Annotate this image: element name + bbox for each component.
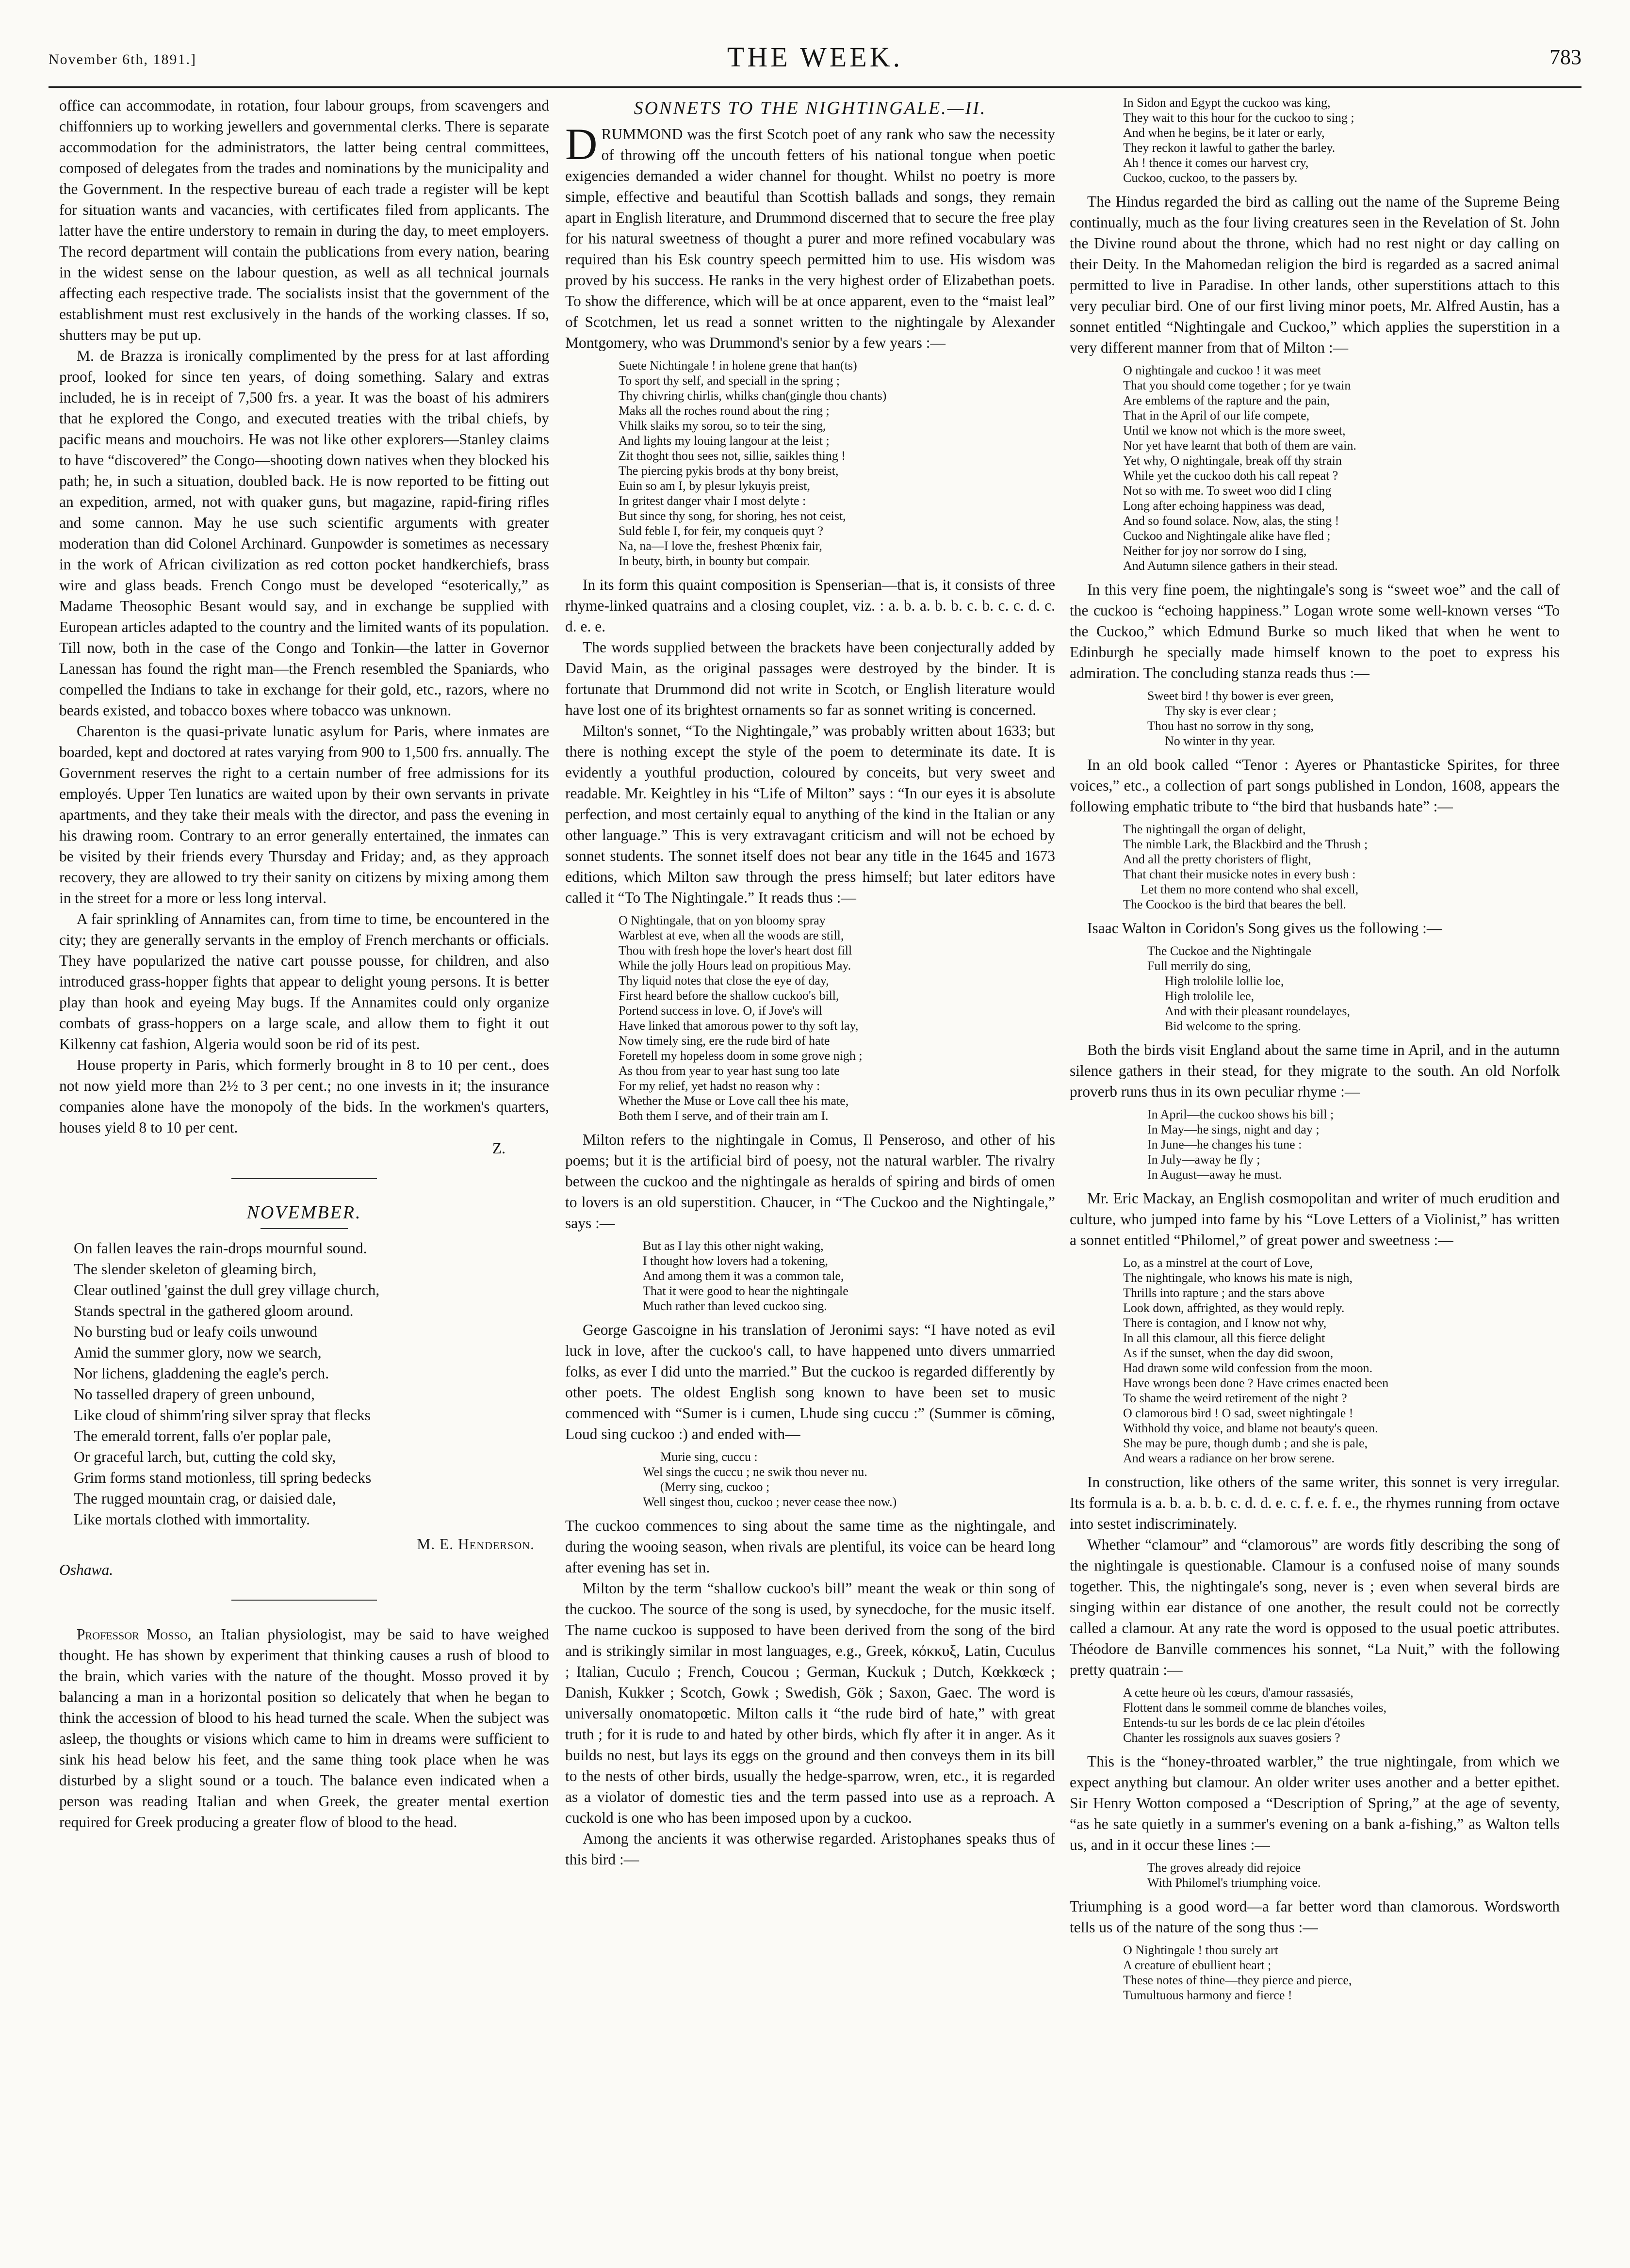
verse-line: High trololile lee,	[1165, 989, 1255, 1003]
verse-line: Neither for joy nor sorrow do I sing,	[1123, 544, 1307, 558]
verse-line: Thou with fresh hope the lover's heart dost fill	[619, 943, 852, 957]
quoted-verse	[1123, 822, 1560, 912]
verse-line: And all the pretty choristers of flight,	[1123, 852, 1311, 866]
verse-line: That chant their musicke notes in every bush :	[1123, 867, 1356, 881]
verse-line: Had drawn some wild confession from the moon.	[1123, 1361, 1373, 1375]
page-number: 783	[1549, 45, 1581, 69]
paragraph: Both the birds visit England about the same time in April, and in the autumn silence gathers in their stead, for they migrate to the south. An old Norfolk proverb runs thus in its own peculiar rhyme :—	[1070, 1041, 1560, 1100]
verse-line: There is contagion, and I know not why,	[1123, 1316, 1327, 1330]
verse-line: Portend success in love. O, if Jove's will	[619, 1004, 822, 1018]
verse-line: And so found solace. Now, alas, the sting !	[1123, 514, 1339, 528]
verse-line: Have wrongs been done ? Have crimes enacted been	[1123, 1376, 1389, 1390]
poem-line: Stands spectral in the gathered gloom around.	[74, 1302, 354, 1319]
verse-line: Wel sings the cuccu ; ne swik thou never nu.	[643, 1465, 867, 1479]
verse-line: While yet the cuckoo doth his call repeat ?	[1123, 469, 1338, 483]
verse-line: Euin so am I, by plesur lykuyis preist,	[619, 479, 811, 493]
verse-line: In beuty, birth, in bounty but compair.	[619, 554, 810, 568]
quoted-verse	[1147, 688, 1560, 748]
verse-line: Both them I serve, and of their train am I.	[619, 1109, 829, 1123]
verse-line: Now timely sing, ere the rude bird of hate	[619, 1034, 830, 1048]
verse-line: Well singest thou, cuckoo ; never cease thee now.)	[643, 1495, 897, 1509]
poem-line: Like cloud of shimm'ring silver spray that flecks	[74, 1407, 371, 1424]
verse-line: The Coockoo is the bird that beares the bell.	[1123, 897, 1346, 911]
paragraph: In construction, like others of the same writer, this sonnet is very irregular. Its formula is a. b. a. b. b. c. d. d. e. c. f. e. f. e., the rhymes running from octave into sestet indiscriminately.	[1070, 1474, 1560, 1532]
verse-line: Withhold thy voice, and blame not beauty's queen.	[1123, 1421, 1378, 1435]
verse-line: Not so with me. To sweet woo did I cling	[1123, 484, 1332, 498]
verse-line: Thy liquid notes that close the eye of day,	[619, 973, 829, 988]
verse-line: No winter in thy year.	[1165, 734, 1275, 748]
verse-line: To shame the weird retirement of the night ?	[1123, 1391, 1347, 1405]
poem-line: No bursting bud or leafy coils unwound	[74, 1323, 318, 1340]
paragraph: A fair sprinkling of Annamites can, from time to time, be encountered in the city; they are generally servants in the employ of French merchants or officials. They have popularized the native cart pousse pousse, for children, and also introduced grass-hopper fights that appear to delight young persons. It is better play than hook and eyeing May bugs. If the Annamites could only organize combats of grass-hoppers on a large scale, and allow them to fight it out Kilkenny cat fashion, Algeria would soon be rid of its pest.	[59, 910, 549, 1053]
verse-line: As if the sunset, when the day did swoon,	[1123, 1346, 1334, 1360]
verse-line: Foretell my hopeless doom in some grove nigh ;	[619, 1049, 863, 1063]
verse-line: The groves already did rejoice	[1147, 1861, 1301, 1875]
verse-line: These notes of thine—they pierce and pierce,	[1123, 1973, 1352, 1987]
lead-words: Professor Mosso,	[77, 1626, 192, 1643]
verse-line: Flottent dans le sommeil comme de blanches voiles,	[1123, 1701, 1387, 1715]
verse-line: The Cuckoe and the Nightingale	[1147, 944, 1311, 958]
verse-line: Much rather than leved cuckoo sing.	[643, 1299, 827, 1313]
verse-line: Na, na—I love the, freshest Phœnix fair,	[619, 539, 822, 553]
verse-line: Suete Nichtingale ! in holene grene that han(ts)	[619, 358, 857, 373]
verse-line: Sweet bird ! thy bower is ever green,	[1147, 689, 1334, 703]
verse-line: In June—he changes his tune :	[1147, 1137, 1302, 1151]
publication-title: THE WEEK.	[727, 41, 903, 73]
verse-line: Let them no more contend who shal excell,	[1141, 882, 1359, 896]
verse-line: Ah ! thence it comes our harvest cry,	[1123, 156, 1309, 170]
article-title: SONNETS TO THE NIGHTINGALE.—II.	[634, 98, 987, 118]
quoted-verse	[1123, 1685, 1560, 1745]
title-rule	[261, 1228, 348, 1229]
article-signature: Z.	[492, 1140, 505, 1157]
verse-line: Cuckoo, cuckoo, to the passers by.	[1123, 171, 1298, 185]
verse-line: And with their pleasant roundelayes,	[1165, 1004, 1350, 1018]
verse-line: Warblest at eve, when all the woods are still,	[619, 928, 844, 942]
verse-line: The piercing pykis brods at thy bony breist,	[619, 464, 839, 478]
quoted-verse	[643, 1449, 1055, 1509]
poem-line: Clear outlined 'gainst the dull grey village church,	[74, 1281, 380, 1298]
header-rule	[49, 86, 1581, 88]
verse-line: They wait to this hour for the cuckoo to sing ;	[1123, 111, 1354, 125]
drop-cap: D	[565, 119, 598, 169]
paragraph: M. de Brazza is ironically complimented by the press for at last affording proof, looked for since ten years, of doing something. Salary and extras included, he is in receipt of 7,500 frs. a year. It was the boast of his admirers that he explored the Congo, and executed treaties with the tribal chiefs, by pacific means and mouchoirs. He was not like other explorers—Stanley claims to have “discovered” the Congo—shooting down natives when they blocked his path; he, in such a situation, doubled back. He is now reported to be fitting out an expedition, armed, not with quaker guns, but magazine, rapid-firing rifles and some cannon. May he use such scientific arguments with greater moderation than did Colonel Archinard. Gunpowder is sometimes as necessary in the work of African civilization as red cotton pocket handkerchiefs, brass wire and glass beads. French Congo must be developed “esoterically,” as Madame Theosophic Besant would say, and in exchange be supplied with European articles adapted to the country and the limited wants of its population. Till now, both in the case of the Congo and Tonkin—the latter in Governor Lanessan has found the right man—the French resembled the Spaniards, who compelled the Indians to take in exchange for their gold, etc., razors, where no beards existed, and tobacco boxes where tobacco was unknown.	[59, 347, 549, 719]
verse-line: Bid welcome to the spring.	[1165, 1019, 1301, 1033]
verse-line: Long after echoing happiness was dead,	[1123, 499, 1325, 513]
quoted-verse	[619, 358, 1055, 568]
column-middle	[565, 95, 1055, 1870]
verse-line: Entends-tu sur les bords de ce lac plein d'étoiles	[1123, 1716, 1365, 1730]
verse-line: In April—the cuckoo shows his bill ;	[1147, 1107, 1334, 1121]
verse-line: For my relief, yet hadst no reason why :	[619, 1079, 820, 1093]
quoted-verse	[1123, 363, 1560, 573]
paragraph: The Hindus regarded the bird as calling out the name of the Supreme Being continually, much as the four living creatures seen in the Revelation of St. John the Divine round about the throne, which had no rest night or day calling on their Deity. In the Mahomedan religion the bird is regarded as a sacred animal permitted to live in Paradise. In other lands, other superstitions attach to this very peculiar bird. One of our first living minor poets, Mr. Alfred Austin, has a sonnet entitled “Nightingale and Cuckoo,” which applies the superstition in a very different manner from that of Milton :—	[1070, 193, 1560, 356]
poem-november	[74, 1238, 549, 1530]
verse-line: But as I lay this other night waking,	[643, 1239, 824, 1253]
verse-line: Until we know not which is the more sweet,	[1123, 423, 1346, 437]
verse-line: Thrills into rapture ; and the stars above	[1123, 1286, 1325, 1300]
verse-line: To sport thy self, and speciall in the spring ;	[619, 373, 840, 388]
paragraph: Among the ancients it was otherwise regarded. Aristophanes speaks thus of this bird :—	[565, 1830, 1055, 1868]
paragraph: Triumphing is a good word—a far better word than clamorous. Wordsworth tells us of the nature of the song thus :—	[1070, 1898, 1560, 1936]
poem-line: The slender skeleton of gleaming birch,	[74, 1261, 317, 1278]
paragraph-text: RUMMOND was the first Scotch poet of any rank who saw the necessity of throwing off the uncouth fetters of his national tongue when poetic exigencies demanded a wider channel for thought. Whilst no poetry is more simple, effective and beautiful than Scottish ballads and songs, they remain apart in English literature, and Drummond discerned that to secure the free play for his natural sweetness of thought a purer and more refined vocabulary was required than his Esk country speech permitted him to use. His wisdom was proved by his success. He ranks in the very highest order of Elizabethan poets. To show the difference, which will be at once apparent, even to the “maist leal” of Scotchmen, let us read a sonnet written to the nightingale by Alexander Montgomery, who was Drummond's senior by a few years :—	[565, 126, 1055, 351]
poem-line: No tasselled drapery of green unbound,	[74, 1386, 315, 1403]
verse-line: Suld feble I, for feir, my conqueis quyt ?	[619, 524, 824, 538]
quoted-verse	[643, 1238, 1055, 1313]
verse-line: The nimble Lark, the Blackbird and the Thrush ;	[1123, 837, 1368, 851]
poem-line: Like mortals clothed with immortality.	[74, 1511, 310, 1528]
paragraph: In this very fine poem, the nightingale's song is “sweet woe” and the call of the cuckoo is “echoing happiness.” Logan wrote some well-known verses “To the Cuckoo,” which Edmund Burke so much liked that when he went to Edinburgh he specially made himself known to the poet to express his admiration. The concluding stanza reads thus :—	[1070, 581, 1560, 681]
verse-line: O Nightingale, that on yon bloomy spray	[619, 913, 826, 927]
section-divider	[231, 1178, 377, 1179]
verse-line: First heard before the shallow cuckoo's bill,	[619, 988, 839, 1003]
verse-line: Vhilk slaiks my sorou, so to teir the sing,	[619, 419, 826, 433]
verse-line: The nightingale, who knows his mate is nigh,	[1123, 1271, 1353, 1285]
column-right	[1070, 95, 1560, 2009]
paragraph	[565, 119, 1055, 353]
poem-place: Oshawa.	[59, 1561, 114, 1578]
verse-line: Chanter les rossignols aux suaves gosiers ?	[1123, 1731, 1340, 1745]
paragraph: Mr. Eric Mackay, an English cosmopolitan and writer of much erudition and culture, who jumped into fame by his “Love Letters of a Violinist,” has written a sonnet entitled “Philomel,” of great power and sweetness :—	[1070, 1190, 1560, 1248]
verse-line: O nightingale and cuckoo ! it was meet	[1123, 363, 1321, 377]
paragraph: This is the “honey-throated warbler,” the true nightingale, from which we expect anything but clamour. An older writer uses another and a better epithet. Sir Henry Wotton composed a “Description of Spring,” at the age of seventy, “as he sate quietly in a summer's evening on a bank a-fishing,” as Walton tells us, and in it occur these lines :—	[1070, 1753, 1560, 1853]
verse-line: And Autumn silence gathers in their stead.	[1123, 559, 1338, 573]
paragraph: office can accommodate, in rotation, four labour groups, from scavengers and chiffonniers up to working jewellers and governmental clerks. There is separate accommodation for the administrators, the latter being central committees, composed of delegates from the trades and nominations by the municipality and the Government. In the respective bureau of each trade a register will be kept for situation wants and vacancies, with certificates filed from applicants. The latter have the entire understory to remain in during the day, to meet employers. The record department will contain the publications from every nation, bearing in the widest sense on the labour question, as well as all technical journals affecting each respective trade. The socialists insist that the government of the establishment must rest exclusively in the hands of the working classes. If so, shutters may be put up.	[59, 97, 549, 343]
quoted-verse	[1147, 1860, 1560, 1890]
verse-line: And when he begins, be it later or early,	[1123, 126, 1325, 140]
verse-line: Nor yet have learnt that both of them are vain.	[1123, 438, 1356, 453]
issue-date: November 6th, 1891.]	[49, 51, 196, 67]
verse-line: In all this clamour, all this fierce delight	[1123, 1331, 1325, 1345]
paragraph: Isaac Walton in Coridon's Song gives us the following :—	[1087, 920, 1442, 937]
masthead	[49, 41, 1581, 80]
paragraph: George Gascoigne in his translation of Jeronimi says: “I have noted as evil luck in love, after the cuckoo's call, to have happened unto divers unmarried folks, as ever I did unto the married.” But the cuckoo is regarded differently by other poets. The oldest English song known to have been set to music commenced with “Sumer is i cumen, Lhude sing cuccu :” (Summer is cōming, Loud sing cuckoo :) and ended with—	[565, 1321, 1055, 1442]
verse-line: A creature of ebullient heart ;	[1123, 1958, 1271, 1972]
verse-line: Thy sky is ever clear ;	[1165, 704, 1277, 718]
paragraph: In an old book called “Tenor : Ayeres or Phantasticke Spirites, for three voices,” etc., a collection of part songs published in London, 1608, appears the following emphatic tribute to “the bird that husbands hate” :—	[1070, 756, 1560, 815]
paragraph	[59, 1624, 549, 1832]
verse-line: But since thy song, for shoring, hes not ceist,	[619, 509, 846, 523]
paragraph: Milton refers to the nightingale in Comus, Il Penseroso, and other of his poems; but it is the artificial bird of poesy, not the natural warbler. The rivalry between the cuckoo and the nightingale as heralds of spiring and birds of omen to lovers is an old superstition. Chaucer, in “The Cuckoo and the Nightingale,” says :—	[565, 1131, 1055, 1231]
verse-line: Lo, as a minstrel at the court of Love,	[1123, 1256, 1313, 1270]
verse-line: Zit thoght thou sees not, sillie, saikles thing !	[619, 449, 846, 463]
verse-line: And among them it was a common tale,	[643, 1269, 844, 1283]
paragraph: Milton by the term “shallow cuckoo's bill” meant the weak or thin song of the cuckoo. The source of the song is used, by synecdoche, for the music itself. The name cuckoo is supposed to have been derived from the song of the bird and is strikingly similar in most languages, e.g., Greek, κόκκυξ, Latin, Cuculus ; Italian, Cuculo ; French, Coucou ; German, Kuckuk ; Dutch, Kœkkœck ; Danish, Kukker ; Scotch, Gowk ; Swedish, Gök ; Saxon, Gaec. The word is universally onomatopœtic. Milton calls it “the rude bird of hate,” with great truth ; for it is rude to and hated by other birds, which fly after it in anger. As it builds no nest, but lays its eggs on the ground and then conveys them in its bill to the nests of other birds, usually the hedge-sparrow, wren, etc., it is regarded as a violator of domestic ties and the term passed into use as a reproach. A cuckold is one who has been imposed upon by a cuckoo.	[565, 1580, 1055, 1826]
verse-line: With Philomel's triumphing voice.	[1147, 1876, 1321, 1890]
quoted-verse	[619, 913, 1055, 1123]
verse-line: That you should come together ; for ye twain	[1123, 378, 1351, 392]
quoted-verse	[1147, 1107, 1560, 1182]
verse-line: O Nightingale ! thou surely art	[1123, 1943, 1278, 1957]
paragraph: Milton's sonnet, “To the Nightingale,” was probably written about 1633; but there is nothing except the style of the poem to determinate its date. It is evidently a youthful production, coloured by conceits, but very sweet and readable. Mr. Keightley in his “Life of Milton” says : “In our eyes it is absolute perfection, and most certainly equal to anything of the kind in the Italian or any other language.” This is very extravagant criticism and will not be echoed by sonnet students. The sonnet itself does not bear any title in the 1645 and 1673 editions, which Milton saw through the press himself; but later editors have called it “To The Nightingale.” It reads thus :—	[565, 722, 1055, 906]
poem-line: The rugged mountain crag, or daisied dale,	[74, 1490, 336, 1507]
verse-line: Look down, affrighted, as they would reply.	[1123, 1301, 1345, 1315]
quoted-verse	[1123, 95, 1560, 185]
poem-line: On fallen leaves the rain-drops mournful sound.	[74, 1240, 367, 1257]
verse-line: Whether the Muse or Love call thee his mate,	[619, 1094, 849, 1108]
verse-line: I thought how lovers had a tokening,	[643, 1254, 828, 1268]
verse-line: Full merrily do sing,	[1147, 959, 1251, 973]
quoted-verse	[1147, 943, 1560, 1034]
paragraph: The words supplied between the brackets have been conjecturally added by David Main, as the original passages were destroyed by the binder. It is fortunate that Drummond did not write in Scotch, or English literature would have lost one of its brightest ornaments so far as sonnet writing is concerned.	[565, 639, 1055, 718]
verse-line: Murie sing, cuccu :	[660, 1450, 758, 1464]
verse-line: O clamorous bird ! O sad, sweet nightingale !	[1123, 1406, 1353, 1420]
verse-line: Cuckoo and Nightingale alike have fled ;	[1123, 529, 1331, 543]
poem-title: NOVEMBER.	[246, 1202, 362, 1223]
verse-line: As thou from year to year hast sung too late	[619, 1064, 840, 1078]
verse-line: And lights my louing langour at the leist ;	[619, 434, 830, 448]
paragraph: The cuckoo commences to sing about the same time as the nightingale, and during the wooing season, when rivals are plentiful, its voice can be heard long after evening has set in.	[565, 1517, 1055, 1576]
paragraph: House property in Paris, which formerly brought in 8 to 10 per cent., does not now yield more than 2½ to 3 per cent.; no one invests in it; the insurance companies alone have the monopoly of the bids. In the workmen's quarters, houses yield 8 to 10 per cent.	[59, 1056, 549, 1136]
poem-line: Amid the summer glory, now we search,	[74, 1344, 322, 1361]
poem-line: The emerald torrent, falls o'er poplar pale,	[74, 1427, 331, 1444]
verse-line: High trololile lollie loe,	[1165, 974, 1284, 988]
poem-line: Or graceful larch, but, cutting the cold sky,	[74, 1448, 336, 1465]
verse-line: And wears a radiance on her brow serene.	[1123, 1451, 1335, 1465]
verse-line: While the jolly Hours lead on propitious May.	[619, 958, 851, 972]
verse-line: In August—away he must.	[1147, 1167, 1282, 1182]
quoted-verse	[1123, 1255, 1560, 1466]
verse-line: In gritest danger vhair I most delyte :	[619, 494, 806, 508]
verse-line: Thy chivring chirlis, whilks chan(ginglе thou chants)	[619, 389, 887, 403]
verse-line: In July—away he fly ;	[1147, 1152, 1260, 1166]
verse-line: In May—he sings, night and day ;	[1147, 1122, 1320, 1136]
verse-line: (Merry sing, cuckoo ;	[660, 1480, 770, 1494]
poem-line: Grim forms stand motionless, till spring bedecks	[74, 1469, 372, 1486]
paragraph: In its form this quaint composition is Spenserian—that is, it consists of three rhyme-linked quatrains and a closing couplet, viz. : a. b. a. b. b. c. b. c. c. d. c. d. e. e.	[565, 576, 1055, 635]
verse-line: A cette heure où les cœurs, d'amour rassasiés,	[1123, 1685, 1353, 1700]
verse-line: Tumultuous harmony and fierce !	[1123, 1988, 1292, 2002]
paragraph-text: an Italian physiologist, may be said to have weighed thought. He has shown by experiment that thinking causes a rush of blood to the brain, which varies with the nature of the thought. Mosso proved it by balancing a man in a horizontal position so delicately that when he began to think the accession of blood to his head turned the scale. When the subject was asleep, the thoughts or visions which came to him in dreams were sufficient to sink his head below his feet, and the same thing took place when he was disturbed by a slight sound or a touch. The balance even indicated when a person was reading Italian and when Greek, the greater mental exertion required for Greek producing a greater flow of blood to the head.	[59, 1626, 549, 1831]
verse-line: They reckon it lawful to gather the barley.	[1123, 141, 1336, 155]
verse-line: Maks all the roches round about the ring ;	[619, 404, 830, 418]
verse-line: Yet why, O nightingale, break off thy strain	[1123, 454, 1342, 468]
poem-author: M. E. Henderson.	[417, 1536, 535, 1553]
paragraph: Charenton is the quasi-private lunatic asylum for Paris, where inmates are boarded, kept and doctored at rates varying from 900 to 1,500 frs. annually. The Government reserves the right to a certain number of free admissions for its employés. Upper Ten lunatics are waited upon by their own servants in private apartments, and they take their meals with the director, and pass the evening in his drawing room. Contrary to an error generally entertained, the inmates can be visited by their friends every Thursday and Friday; and, as they approach recovery, they are allowed to try their sanity on citizens by mixing among them in the street for a more or less long interval.	[59, 723, 549, 907]
column-left	[59, 95, 549, 1832]
verse-line: That in the April of our life compete,	[1123, 408, 1310, 422]
verse-line: Are emblems of the rapture and the pain,	[1123, 393, 1330, 407]
paragraph: Whether “clamour” and “clamorous” are words fitly describing the song of the nightingale is questionable. Clamour is a confused noise of many sounds together. This, the nightingale's song, never is ; even when several birds are singing within ear distance of one another, the result could not be correctly called a clamour. At any rate the word is opposed to the usual poetic attributes. Théodore de Banville commences his sonnet, “La Nuit,” with the following pretty quatrain :—	[1070, 1536, 1560, 1678]
verse-line: Have linked that amorous power to thy soft lay,	[619, 1019, 859, 1033]
verse-line: Thou hast no sorrow in thy song,	[1147, 719, 1314, 733]
section-divider	[231, 1600, 377, 1601]
quoted-verse	[1123, 1943, 1560, 2003]
poem-line: Nor lichens, gladdening the eagle's perch.	[74, 1365, 329, 1382]
verse-line: That it were good to hear the nightingale	[643, 1284, 848, 1298]
verse-line: The nightingall the organ of delight,	[1123, 822, 1306, 836]
verse-line: In Sidon and Egypt the cuckoo was king,	[1123, 96, 1331, 110]
verse-line: She may be pure, though dumb ; and she is pale,	[1123, 1436, 1368, 1450]
